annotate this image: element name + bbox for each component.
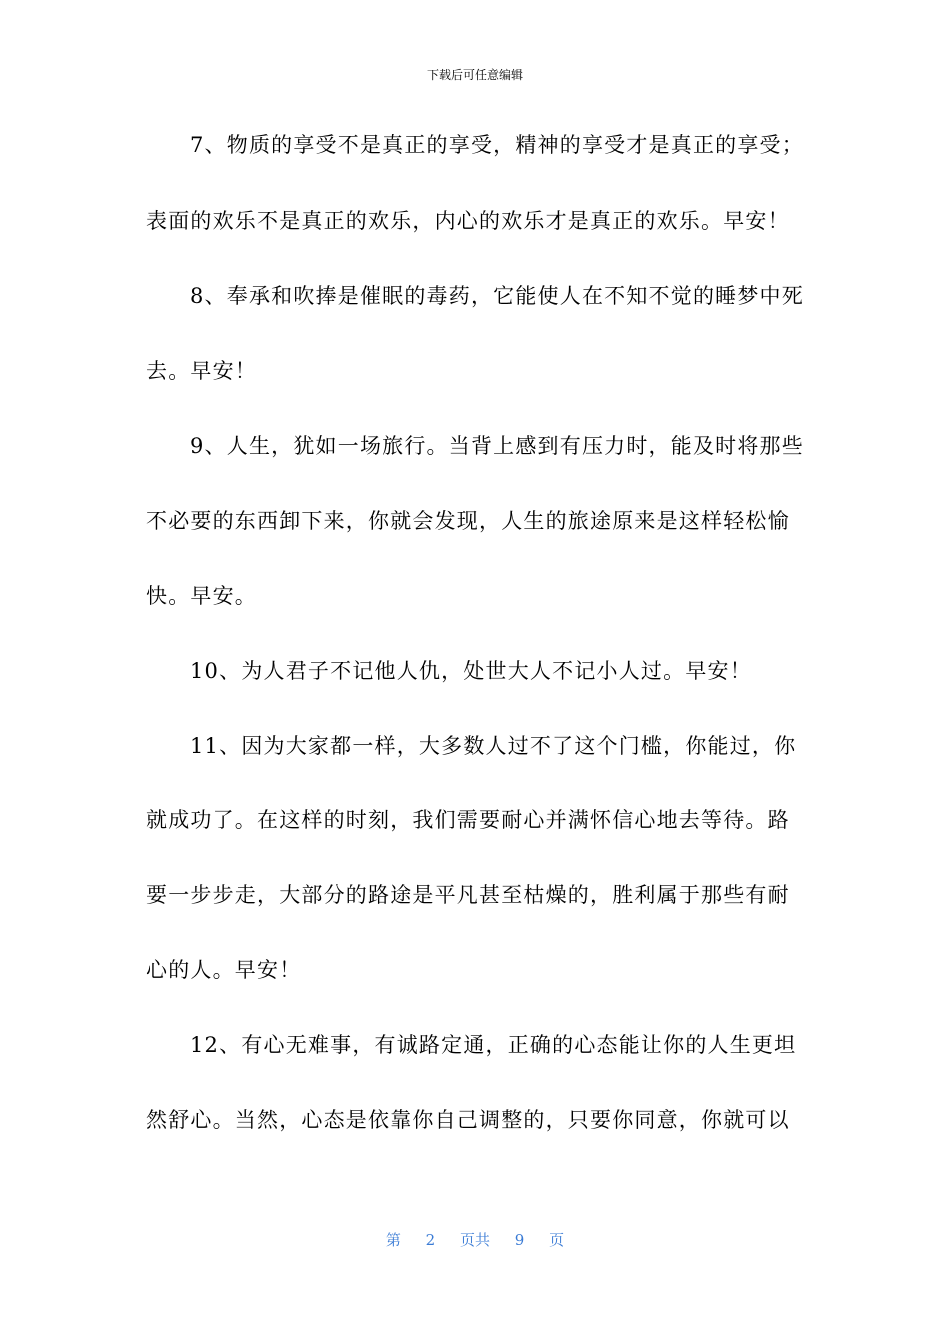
paragraph-line: 表面的欢乐不是真正的欢乐，内心的欢乐才是真正的欢乐。早安！ bbox=[146, 209, 790, 233]
page-prefix: 第 bbox=[385, 1231, 401, 1249]
paragraph-line: 7、物质的享受不是真正的享受，精神的享受才是真正的享受； bbox=[190, 133, 804, 157]
total-pages-number: 9 bbox=[514, 1231, 525, 1249]
paragraph-line: 10、为人君子不记他人仇，处世大人不记小人过。早安！ bbox=[190, 659, 752, 683]
paragraph-line: 11、因为大家都一样，大多数人过不了这个门槛，你能过，你 bbox=[190, 734, 797, 758]
paragraph-line: 要一步步走，大部分的路途是平凡甚至枯燥的，胜利属于那些有耐 bbox=[146, 883, 790, 907]
page-indicator bbox=[0, 1229, 950, 1250]
paragraph-line: 快。早安。 bbox=[146, 584, 257, 608]
paragraph-line: 不必要的东西卸下来，你就会发现，人生的旅途原来是这样轻松愉 bbox=[146, 509, 790, 533]
page-mid-text: 页共 bbox=[459, 1231, 490, 1249]
paragraph-line: 就成功了。在这样的时刻，我们需要耐心并满怀信心地去等待。路 bbox=[146, 808, 790, 832]
paragraph-line: 去。早安！ bbox=[146, 359, 257, 383]
paragraph-line: 心的人。早安！ bbox=[146, 958, 302, 982]
paragraph-line: 8、奉承和吹捧是催眠的毒药，它能使人在不知不觉的睡梦中死 bbox=[190, 284, 804, 308]
header-note: 下载后可任意编辑 bbox=[426, 68, 523, 82]
paragraph-line: 然舒心。当然，心态是依靠你自己调整的，只要你同意，你就可以 bbox=[146, 1108, 790, 1132]
page-suffix: 页 bbox=[549, 1231, 565, 1249]
current-page-number: 2 bbox=[425, 1231, 436, 1249]
paragraph-line: 12、有心无难事，有诚路定通，正确的心态能让你的人生更坦 bbox=[190, 1033, 797, 1057]
paragraph-line: 9、人生，犹如一场旅行。当背上感到有压力时，能及时将那些 bbox=[190, 434, 804, 458]
